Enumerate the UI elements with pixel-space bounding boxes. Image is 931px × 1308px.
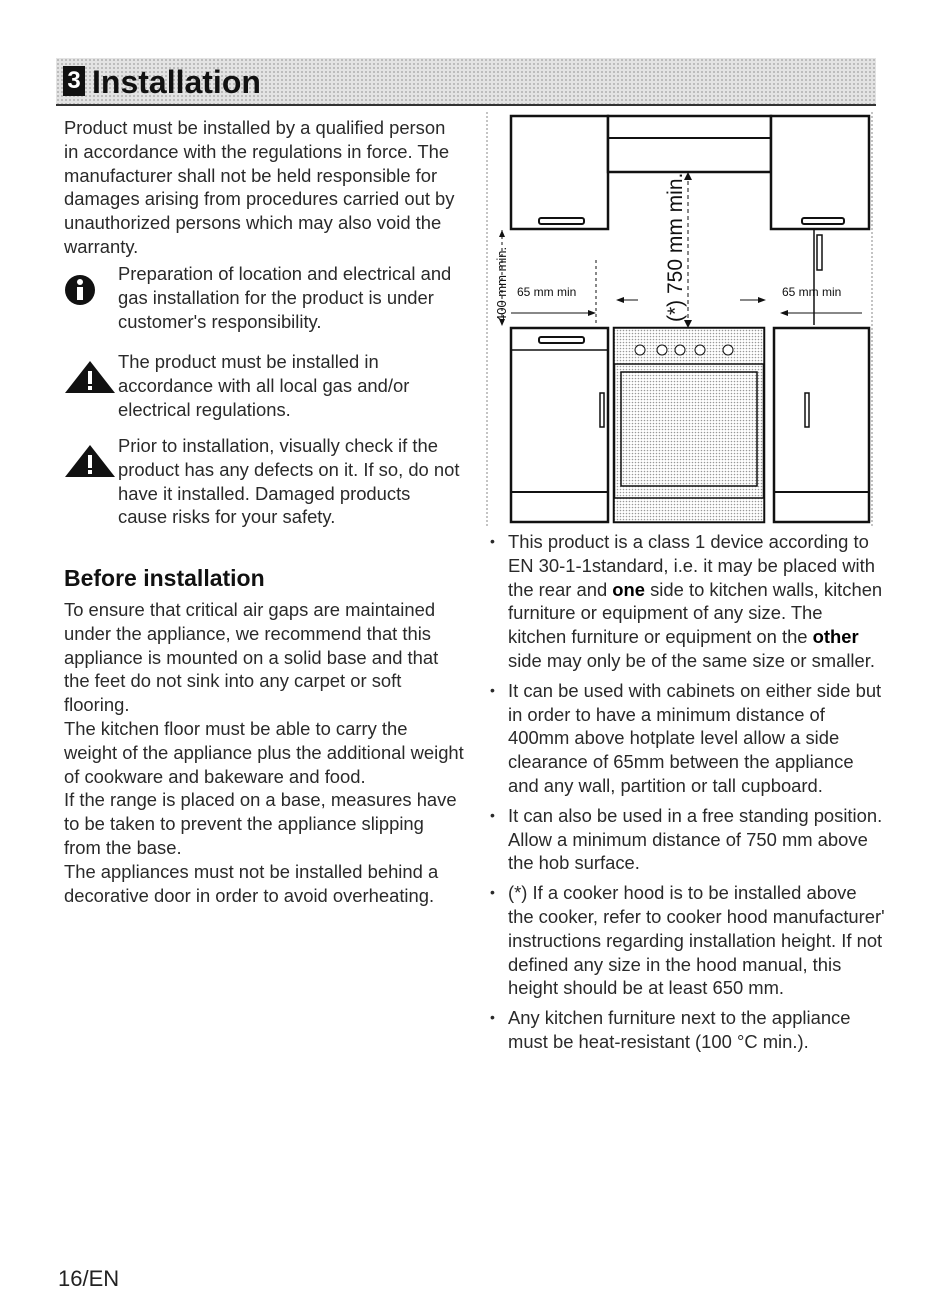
list-item: • Any kitchen furniture next to the appliance must be heat-resistant (100 °C min.). <box>490 1006 885 1054</box>
storage-drawer <box>614 498 764 522</box>
warning-icon <box>64 360 116 394</box>
list-item: • (*) If a cooker hood is to be installed above the cooker, refer to cooker hood manufacturer' instructions regarding installation height. If not defined any size in the hood manual, this height should be at least 650 mm. <box>490 881 885 1000</box>
header-rule <box>56 104 876 106</box>
left-gap-label: 65 mm min <box>517 285 577 299</box>
note-text: Prior to installation, visually check if the product has any defects on it. If so, do not have it installed. Damaged products cause risks for your safety. <box>118 435 460 528</box>
intro-text: Product must be installed by a qualified person in accordance with the regulations in force. The manufacturer shall not be held responsible for damages arising from procedures carried out by unauthorized persons which may also void the warranty. <box>64 117 455 257</box>
tall-cabinet-handle <box>817 235 822 270</box>
section-title: Installation <box>92 64 261 100</box>
before-installation-body <box>64 598 464 907</box>
list-item: • It can be used with cabinets on either side but in order to have a minimum distance of 400mm above hotplate level allow a side clearance of 65mm between the appliance and any wall, partition or tall cupboard. <box>490 679 885 798</box>
installation-clearance-diagram <box>484 110 876 528</box>
cabinet-handle <box>539 218 584 224</box>
oven-door <box>621 372 757 486</box>
section-number: 3 <box>63 66 85 96</box>
upper-cabinet-right <box>771 116 869 229</box>
warning-icon <box>64 444 116 478</box>
body-paragraph: The appliances must not be installed behind a decorative door in order to avoid overheating. <box>64 860 439 906</box>
list-item: • This product is a class 1 device according to EN 30-1-1standard, i.e. it may be placed with the rear and one side to kitchen walls, kitchen furniture or equipment of any size. The kitchen furniture or equipment on the other side may only be of the same size or smaller. <box>490 530 885 673</box>
note-warning-1 <box>64 350 464 422</box>
note-warning-2 <box>64 434 464 564</box>
right-gap-label: 65 mm min <box>782 285 842 299</box>
body-paragraph: The kitchen floor must be able to carry the weight of the appliance plus the additional weight of cookware and bakeware and food. <box>64 717 464 787</box>
cabinet-handle <box>600 393 604 427</box>
installation-notes-list <box>490 530 885 1060</box>
cabinet-handle <box>805 393 809 427</box>
intro-paragraph <box>64 116 464 259</box>
body-paragraph: To ensure that critical air gaps are maintained under the appliance, we recommend that this appliance is mounted on a solid base and that the feet do not sink into any carpet or soft flooring. <box>64 599 439 716</box>
list-item: • It can also be used in a free standing position. Allow a minimum distance of 750 mm above the hob surface. <box>490 804 885 875</box>
hood-height-label: (*) 750 mm min. <box>664 172 687 322</box>
page-number: 16/EN <box>58 1266 120 1291</box>
cooker-hood <box>608 116 771 172</box>
side-height-label: 400 mm min. <box>494 246 509 322</box>
note-text: Preparation of location and electrical and gas installation for the product is under customer's responsibility. <box>118 263 452 332</box>
upper-cabinet-left <box>511 116 608 229</box>
cabinet-handle <box>802 218 844 224</box>
cabinet-handle <box>539 337 584 343</box>
info-icon <box>64 274 96 306</box>
body-paragraph: If the range is placed on a base, measures have to be taken to prevent the appliance slipping from the base. <box>64 789 457 858</box>
note-info <box>64 262 464 342</box>
before-installation-heading: Before installation <box>64 565 265 591</box>
note-text: The product must be installed in accordance with all local gas and/or electrical regulations. <box>118 351 410 420</box>
